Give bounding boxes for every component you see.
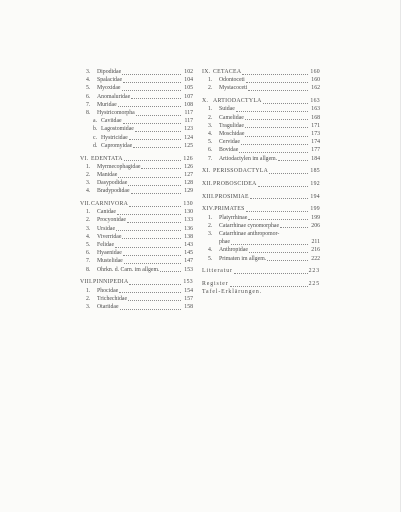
entry-label: Dipodidae	[97, 69, 122, 75]
dot-leader	[117, 210, 181, 215]
dot-leader	[160, 267, 181, 272]
dot-leader	[249, 248, 308, 253]
entry-label: Spalacidae	[97, 77, 123, 84]
entry-label: Caviidae	[101, 118, 122, 125]
entry-number: 3.	[208, 122, 213, 129]
dot-leader	[246, 207, 308, 212]
page-number: 105	[184, 85, 193, 92]
entry-label: Anthropidae	[219, 247, 248, 254]
toc-entry	[80, 303, 193, 311]
toc-section-heading	[202, 205, 320, 213]
toc-backmatter-entry	[202, 280, 320, 288]
entry-label: ARTIODACTYLA	[213, 98, 262, 105]
page-number: 127	[184, 171, 193, 178]
entry-label: Tafel-Erklärungen.	[202, 289, 263, 296]
entry-number: 2.	[86, 217, 91, 224]
entry-label: phae	[219, 239, 230, 246]
dot-leader	[131, 189, 181, 194]
dot-leader	[119, 288, 181, 293]
dot-leader	[129, 135, 181, 140]
dot-leader	[127, 218, 181, 223]
dot-leader	[122, 234, 181, 239]
toc-section-heading	[80, 155, 193, 163]
entry-label: Moschidae	[219, 130, 245, 137]
page-number: 153	[184, 266, 193, 273]
dot-leader	[129, 202, 181, 207]
entry-number: 5.	[86, 242, 91, 249]
toc-entry	[80, 233, 193, 241]
toc-entry	[80, 295, 193, 303]
dot-leader	[135, 127, 181, 132]
entry-label: Tragulidae	[219, 122, 244, 129]
toc-entry	[202, 230, 320, 238]
entry-label: Catarrhinae anthropomor-	[219, 230, 280, 237]
entry-label: Canidae	[97, 209, 116, 216]
page-number: 174	[311, 139, 320, 146]
entry-label: Suidae	[219, 106, 235, 113]
page-number: 125	[184, 142, 193, 149]
page-number: 108	[184, 101, 193, 108]
entry-number: 1.	[208, 106, 213, 113]
toc-entry	[80, 249, 193, 257]
entry-number: 4.	[208, 247, 213, 254]
entry-label: Myoxidae	[97, 85, 121, 92]
entry-number: 6.	[86, 250, 91, 257]
dot-leader	[123, 251, 181, 256]
entry-label: Hyaenidae	[97, 250, 122, 257]
entry-number: XIII.	[202, 193, 215, 200]
toc-entry	[80, 68, 193, 76]
page-number: 162	[311, 85, 320, 92]
entry-label: Muridae	[97, 101, 117, 108]
entry-label: EDENTATA	[91, 155, 123, 162]
entry-label: Odontoceti	[219, 77, 245, 84]
page-number: 104	[184, 77, 193, 84]
dot-leader	[263, 99, 308, 104]
entry-number: 5.	[208, 139, 213, 146]
toc-entry	[202, 138, 320, 146]
page-number: 128	[184, 180, 193, 187]
toc-backmatter-entry	[202, 267, 320, 275]
entry-number: IX.	[202, 69, 211, 75]
entry-number: 3.	[86, 69, 91, 75]
entry-number: 2.	[86, 295, 91, 302]
page-number: 143	[184, 242, 193, 249]
page-number: 199	[310, 206, 320, 213]
page-number: 130	[183, 201, 193, 208]
dot-leader	[141, 164, 181, 169]
entry-number: 3.	[86, 303, 91, 310]
entry-label: Artiodactylen im allgem.	[219, 155, 278, 162]
dot-leader	[248, 215, 308, 220]
entry-number: XII.	[202, 180, 213, 187]
entry-number: c.	[93, 134, 98, 141]
toc-section-heading	[202, 97, 320, 105]
entry-number: 2.	[86, 171, 91, 178]
page-number: 184	[311, 155, 320, 162]
entry-number: 1.	[86, 163, 91, 170]
toc-entry	[202, 214, 320, 222]
dot-leader	[280, 223, 308, 228]
dot-leader	[246, 78, 308, 83]
entry-number: VIII.	[80, 279, 93, 286]
dot-leader	[136, 111, 181, 116]
page-number: 160	[311, 77, 320, 84]
toc-left-column	[80, 68, 193, 311]
page-number: 133	[184, 217, 193, 224]
page-number: 163	[311, 106, 320, 113]
entry-label: Primaten im allgem.	[219, 255, 267, 262]
entry-number: 2.	[208, 85, 213, 92]
page-number: 225	[308, 280, 320, 287]
toc-entry	[202, 76, 320, 84]
entry-label: Phocidae	[97, 287, 119, 294]
entry-number: 8.	[86, 266, 91, 273]
entry-label: PROBOSCIDEA	[213, 180, 257, 187]
toc-entry	[80, 187, 193, 195]
page-number: 171	[311, 122, 320, 129]
entry-label: Anomaluridae	[97, 93, 131, 100]
entry-label: Trichechidae	[97, 295, 128, 302]
dot-leader	[241, 140, 308, 145]
entry-number: 1.	[208, 77, 213, 84]
entry-label: Platyrrhinae	[219, 214, 248, 221]
page-number: 147	[184, 258, 193, 265]
entry-label: Dasypodidae	[97, 180, 128, 187]
page-number: 136	[184, 225, 193, 232]
dot-leader	[231, 240, 308, 245]
dot-leader	[118, 102, 181, 107]
entry-number: 1.	[86, 209, 91, 216]
toc-subentry	[80, 142, 193, 150]
entry-label: PERISSODACTYLA	[213, 168, 269, 175]
dot-leader	[236, 107, 308, 112]
entry-number: XIV.	[202, 206, 215, 213]
toc-section-heading	[202, 68, 320, 76]
entry-label: Catarrhinae cynomorphae	[219, 222, 280, 229]
page-number: 160	[310, 69, 320, 75]
entry-label: Ursidae	[97, 225, 116, 232]
dot-leader	[123, 119, 181, 124]
entry-label: CETACEA	[213, 69, 242, 75]
dot-leader	[133, 143, 181, 148]
page-number: 129	[184, 188, 193, 195]
toc-entry	[80, 266, 193, 274]
entry-label: Mustelidae	[97, 258, 123, 265]
dot-leader	[120, 305, 181, 310]
page-number: 117	[184, 110, 193, 117]
entry-label: Felidae	[97, 242, 115, 249]
entry-label: CARNIVORA	[91, 201, 129, 208]
page-number: 173	[311, 130, 320, 137]
entry-number: a.	[93, 118, 98, 125]
dot-leader	[124, 259, 181, 264]
toc-section-heading	[202, 167, 320, 175]
toc-right-column	[202, 68, 320, 296]
dot-leader	[129, 280, 181, 285]
toc-entry	[80, 163, 193, 171]
entry-number: 2.	[208, 114, 213, 121]
dot-leader	[242, 70, 308, 75]
page-number: 168	[311, 114, 320, 121]
entry-number: 1.	[208, 214, 213, 221]
entry-label: Ohrkn. d. Carn. im allgem.	[97, 266, 160, 273]
entry-number: 1.	[86, 287, 91, 294]
toc-section-heading	[202, 180, 320, 188]
entry-label: Hystricomorpha	[97, 110, 135, 117]
dot-leader	[245, 115, 308, 120]
entry-label: Otariidae	[97, 303, 119, 310]
entry-number: 7.	[86, 101, 91, 108]
entry-label: Viverridae	[97, 233, 122, 240]
toc-entry	[80, 101, 193, 109]
page-number: 123	[184, 126, 193, 133]
page-number: 206	[311, 222, 320, 229]
toc-entry	[80, 84, 193, 92]
toc-entry	[202, 114, 320, 122]
toc-entry	[202, 130, 320, 138]
dot-leader	[234, 269, 308, 274]
entry-label: Manidae	[97, 171, 118, 178]
toc-backmatter-entry	[202, 288, 320, 296]
page-number: 177	[311, 147, 320, 154]
toc-entry	[80, 216, 193, 224]
dot-leader	[245, 132, 308, 137]
toc-entry	[202, 122, 320, 130]
dot-leader	[250, 194, 308, 199]
page-number: 138	[184, 233, 193, 240]
toc-entry	[80, 171, 193, 179]
toc-entry	[80, 76, 193, 84]
page-number: 163	[310, 98, 320, 105]
toc-entry	[80, 287, 193, 295]
toc-section-heading	[80, 278, 193, 286]
dot-leader	[123, 78, 181, 83]
toc-entry-continuation	[202, 238, 320, 246]
toc-entry	[80, 225, 193, 233]
page-number: 157	[184, 295, 193, 302]
toc-entry	[202, 155, 320, 163]
entry-label: PINNIPEDIA	[92, 279, 129, 286]
page-number: 222	[311, 255, 320, 262]
page-number: 126	[184, 163, 193, 170]
entry-number: 4.	[86, 188, 91, 195]
page-number: 130	[184, 209, 193, 216]
entry-number: VII.	[80, 201, 91, 208]
toc-entry	[202, 146, 320, 154]
entry-number: 5.	[208, 255, 213, 262]
entry-number: VI.	[80, 155, 89, 162]
entry-label: Myrmecophagidae	[97, 163, 141, 170]
dot-leader	[230, 282, 308, 287]
page-number: 194	[310, 193, 320, 200]
entry-number: 6.	[86, 93, 91, 100]
entry-number: 7.	[208, 155, 213, 162]
toc-entry	[202, 255, 320, 263]
entry-number: d.	[93, 142, 98, 149]
page-edge	[400, 0, 412, 512]
entry-number: 3.	[208, 230, 213, 237]
dot-leader	[267, 256, 308, 261]
page-number: 158	[184, 303, 193, 310]
page-number: 153	[183, 279, 193, 286]
page-number: 185	[310, 168, 320, 175]
toc-subentry	[80, 134, 193, 142]
entry-number: X.	[202, 98, 209, 105]
page-number: 154	[184, 287, 193, 294]
toc-section-heading	[80, 200, 193, 208]
entry-label: Hystricidae	[101, 134, 128, 141]
page-number: 126	[183, 155, 193, 162]
dot-leader	[116, 226, 181, 231]
entry-label: Bovidae	[219, 147, 239, 154]
page-number: 117	[184, 118, 193, 125]
dot-leader	[131, 94, 181, 99]
dot-leader	[278, 156, 308, 161]
dot-leader	[122, 70, 181, 75]
entry-label: PRIMATES	[214, 206, 245, 213]
page-number: 211	[311, 239, 320, 246]
entry-label: Mystacoceti	[219, 85, 248, 92]
entry-label: Lagostomidae	[101, 126, 134, 133]
entry-label: Litteratur	[202, 268, 233, 275]
dot-leader	[115, 243, 181, 248]
dot-leader	[245, 123, 308, 128]
toc-entry	[80, 93, 193, 101]
dot-leader	[122, 86, 181, 91]
entry-number: 8.	[86, 110, 91, 117]
page-number: 145	[184, 250, 193, 257]
dot-leader	[258, 182, 308, 187]
page-number: 124	[184, 134, 193, 141]
entry-label: Bradypodidae	[97, 188, 130, 195]
entry-label: Camelidae	[219, 114, 244, 121]
toc-subentry	[80, 125, 193, 133]
toc-subentry	[80, 117, 193, 125]
page-number: 223	[308, 268, 320, 275]
toc-entry	[80, 179, 193, 187]
entry-number: 7.	[86, 258, 91, 265]
entry-number: b.	[93, 126, 98, 133]
entry-number: 4.	[208, 130, 213, 137]
toc-entry	[202, 246, 320, 254]
page-number: 192	[310, 180, 320, 187]
entry-label: Capromyidae	[101, 142, 133, 149]
toc-entry	[202, 222, 320, 230]
entry-number: 3.	[86, 225, 91, 232]
entry-number: 6.	[208, 147, 213, 154]
entry-number: 3.	[86, 180, 91, 187]
entry-label: Cervidae	[219, 139, 240, 146]
entry-number: XI.	[202, 168, 211, 175]
dot-leader	[128, 181, 181, 186]
toc-entry	[202, 105, 320, 113]
toc-entry	[80, 109, 193, 117]
entry-number: 5.	[86, 85, 91, 92]
page-number: 102	[184, 69, 193, 75]
page-number: 107	[184, 93, 193, 100]
entry-number: 2.	[208, 222, 213, 229]
dot-leader	[118, 173, 181, 178]
toc-section-heading	[202, 193, 320, 201]
page-number: 216	[311, 247, 320, 254]
dot-leader	[128, 296, 181, 301]
dot-leader	[269, 169, 308, 174]
entry-label: Register	[202, 280, 229, 287]
entry-number: 4.	[86, 233, 91, 240]
dot-leader	[124, 156, 181, 161]
dot-leader	[248, 86, 308, 91]
toc-entry	[80, 208, 193, 216]
entry-label: Procyonidae	[97, 217, 126, 224]
dot-leader	[239, 148, 308, 153]
toc-entry	[80, 257, 193, 265]
entry-number: 4.	[86, 77, 91, 84]
toc-entry	[202, 84, 320, 92]
entry-label: PROSIMIAE	[214, 193, 249, 200]
toc-entry	[80, 241, 193, 249]
page-number: 199	[311, 214, 320, 221]
